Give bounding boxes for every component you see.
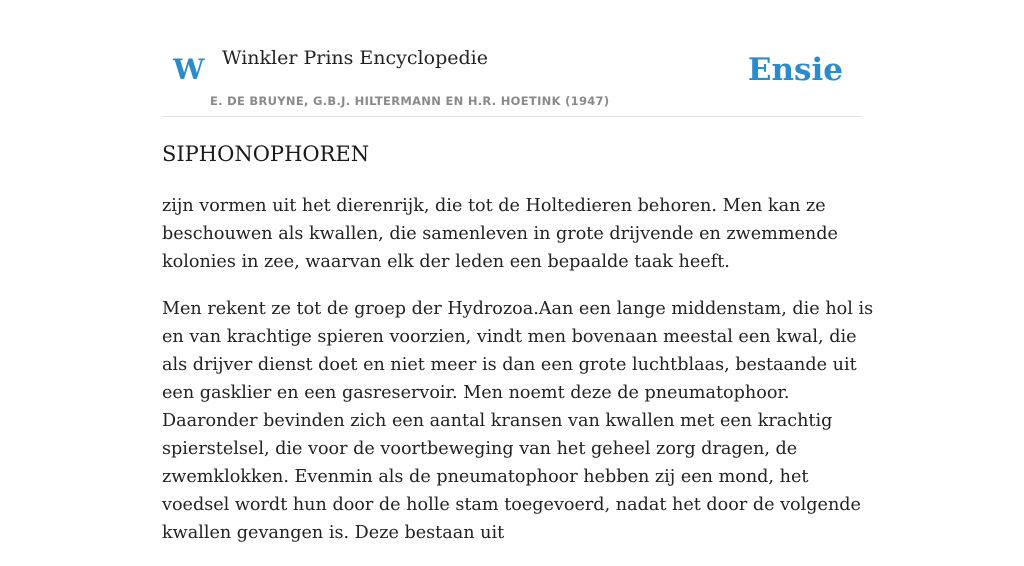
- article-paragraph: Men rekent ze tot de groep der Hydrozoa.Aan een lange middenstam, die hol is en van krachtige spieren voorzien, vindt men bovenaan meestal een kwal, die als drijver dienst doet en niet meer is dan een grote luchtblaas, bestaande uit een gasklier en een gasreservoir. Men noemt deze de pneumatophoor. Daaronder bevinden zich een aantal kransen van kwallen met een krachtig spierstelsel, die voor de voortbeweging van het geheel zorg dragen, de zwemklokken. Evenmin als de pneumatophoor hebben zij een mond, het voedsel wordt hun door de holle stam toegevoerd, nadat het door de volgende kwallen gevangen is. Deze bestaan uit: [162, 299, 874, 543]
- article-paragraph: zijn vormen uit het dierenrijk, die tot de Holtedieren behoren. Men kan ze beschouwen als kwallen, die samenleven in grote drijvende en zwemmende kolonies in zee, waarvan elk der leden een bepaalde taak heeft.: [162, 196, 838, 272]
- ensie-logo[interactable]: Ensie: [747, 52, 843, 88]
- winkler-prins-logo[interactable]: W: [173, 53, 205, 86]
- site-header: [162, 0, 862, 117]
- article-body: [162, 192, 874, 566]
- source-title-link[interactable]: Winkler Prins Encyclopedie: [222, 47, 488, 69]
- article-title: SIPHONOPHOREN: [162, 142, 370, 166]
- source-authors: E. DE BRUYNE, G.B.J. HILTERMANN EN H.R. HOETINK (1947): [210, 94, 610, 108]
